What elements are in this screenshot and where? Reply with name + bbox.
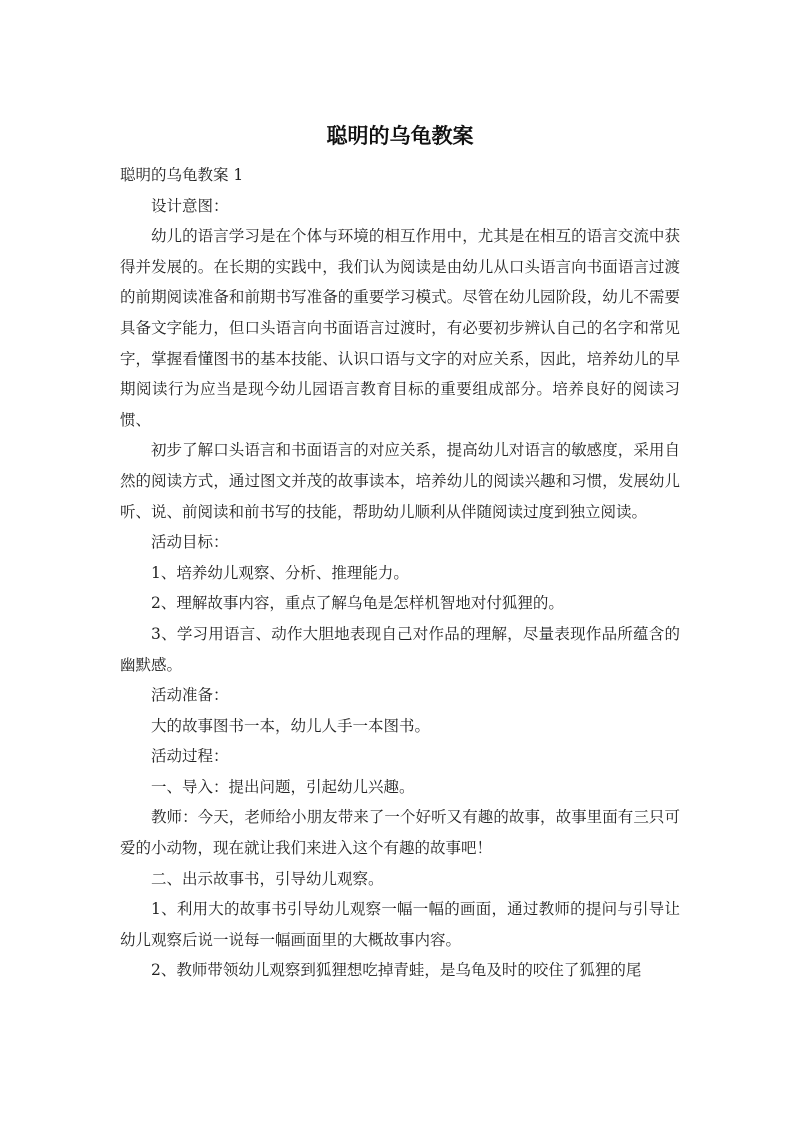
paragraph: 设计意图： (151, 196, 229, 215)
document-body (120, 160, 680, 986)
paragraph: 1、培养幼儿观察、分析、推理能力。 (151, 563, 409, 582)
paragraph: 2、教师带领幼儿观察到狐狸想吃掉青蛙，是乌龟及时的咬住了狐狸的尾 (151, 961, 642, 980)
paragraph: 活动过程： (151, 747, 229, 766)
paragraph: 3、学习用语言、动作大胆地表现自己对作品的理解，尽量表现作品所蕴含的幽默感。 (120, 624, 680, 674)
paragraph: 二、出示故事书，引导幼儿观察。 (151, 869, 384, 888)
paragraph: 一、导入：提出问题，引起幼儿兴趣。 (151, 777, 415, 796)
paragraph: 大的故事图书一本，幼儿人手一本图书。 (151, 716, 431, 735)
paragraph: 教师：今天，老师给小朋友带来了一个好听又有趣的故事，故事里面有三只可爱的小动物，现在就让我们来进入这个有趣的故事吧！ (120, 808, 680, 858)
paragraph: 1、利用大的故事书引导幼儿观察一幅一幅的画面，通过教师的提问与引导让幼儿观察后说一说每一幅画面里的大概故事内容。 (120, 900, 680, 949)
paragraph: 幼儿的语言学习是在个体与环境的相互作用中，尤其是在相互的语言交流中获得并发展的。在长期的实践中，我们认为阅读是由幼儿从口头语言向书面语言过渡的前期阅读准备和前期书写准备的重要学习模式。尽管在幼儿园阶段，幼儿不需要具备文字能力，但口头语言向书面语言过渡时，有必要初步辨认自己的名字和常见字，掌握看懂图书的基本技能、认识口语与文字的对应关系，因此，培养幼儿的早期阅读行为应当是现今幼儿园语言教育目标的重要组成部分。培养良好的阅读习惯、 (120, 227, 680, 429)
paragraph: 2、理解故事内容，重点了解乌龟是怎样机智地对付狐狸的。 (151, 594, 564, 613)
paragraph: 活动准备： (151, 686, 229, 705)
document-title: 聪明的乌龟教案 (326, 124, 474, 148)
paragraph: 初步了解口头语言和书面语言的对应关系，提高幼儿对语言的敏感度，采用自然的阅读方式，通过图文并茂的故事读本，培养幼儿的阅读兴趣和习惯，发展幼儿听、说、前阅读和前书写的技能，帮助幼儿顺利从伴随阅读过度到独立阅读。 (120, 441, 680, 521)
paragraph: 活动目标： (151, 533, 229, 552)
paragraph: 聪明的乌龟教案 1 (120, 166, 244, 184)
